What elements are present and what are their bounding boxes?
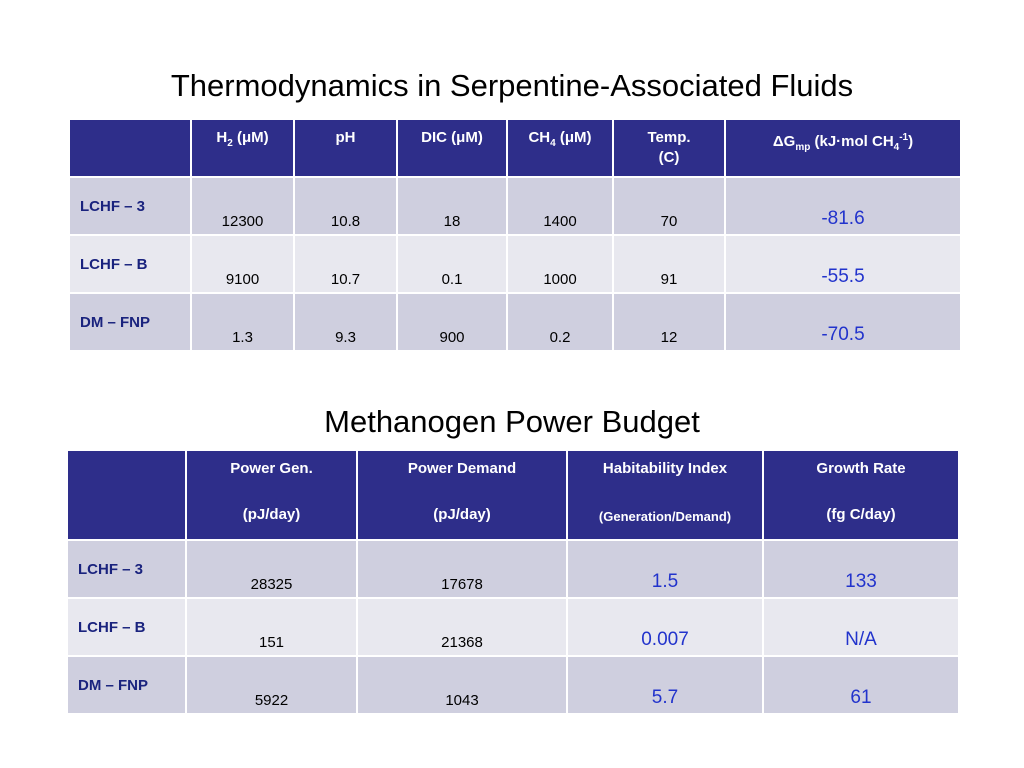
header-blank: [69, 119, 191, 177]
cell-growth-rate: 133: [763, 540, 959, 598]
table-row: [69, 235, 961, 293]
cell-temp: 70: [613, 177, 725, 235]
cell-dic: 0.1: [397, 235, 507, 293]
cell-delta-g: -70.5: [725, 293, 961, 351]
header-ch4: $CH_4$ (μM): [507, 119, 613, 177]
cell-ph: 10.8: [294, 177, 397, 235]
cell-h2: 12300: [191, 177, 294, 235]
cell-power-demand: 17678: [357, 540, 567, 598]
cell-h2: 9100: [191, 235, 294, 293]
row-label: DM – FNP: [69, 293, 191, 351]
row-label: LCHF – 3: [67, 540, 186, 598]
cell-habitability-index: 5.7: [567, 656, 763, 714]
cell-h2: 1.3: [191, 293, 294, 351]
header-h2: $H_2$ (μM): [191, 119, 294, 177]
cell-dic: 900: [397, 293, 507, 351]
header-dic: DIC (μM): [397, 119, 507, 177]
header-growth-rate: Growth Rate (fg C/day): [763, 450, 959, 540]
cell-habitability-index: 1.5: [567, 540, 763, 598]
cell-power-gen: 151: [186, 598, 357, 656]
row-label: LCHF – 3: [69, 177, 191, 235]
slide-title-power-budget: Methanogen Power Budget: [324, 404, 700, 439]
cell-delta-g: -55.5: [725, 235, 961, 293]
cell-power-gen: 28325: [186, 540, 357, 598]
cell-ph: 9.3: [294, 293, 397, 351]
row-label: LCHF – B: [67, 598, 186, 656]
cell-power-demand: 1043: [357, 656, 567, 714]
table-row: [67, 540, 959, 598]
table-row: [67, 598, 959, 656]
power-budget-table: [66, 449, 960, 715]
row-label: LCHF – B: [69, 235, 191, 293]
table-row: [69, 293, 961, 351]
header-blank: [67, 450, 186, 540]
cell-temp: 12: [613, 293, 725, 351]
cell-growth-rate: 61: [763, 656, 959, 714]
header-habitability-index: Habitability Index (Generation/Demand): [567, 450, 763, 540]
table-header-row: [69, 119, 961, 177]
header-ph: pH: [294, 119, 397, 177]
cell-dic: 18: [397, 177, 507, 235]
slide-title-thermodynamics: Thermodynamics in Serpentine-Associated Fluids: [170, 68, 854, 103]
cell-ch4: 1000: [507, 235, 613, 293]
header-power-gen: Power Gen. (pJ/day): [186, 450, 357, 540]
cell-ch4: 1400: [507, 177, 613, 235]
header-power-demand: Power Demand (pJ/day): [357, 450, 567, 540]
cell-ph: 10.7: [294, 235, 397, 293]
table-row: [69, 177, 961, 235]
cell-habitability-index: 0.007: [567, 598, 763, 656]
table-header-row: [67, 450, 959, 540]
cell-ch4: 0.2: [507, 293, 613, 351]
thermodynamics-table: [68, 118, 962, 352]
cell-delta-g: -81.6: [725, 177, 961, 235]
header-delta-g: $\Delta G_{mp}$ (kJ·mol $CH_4^{-1}$): [725, 119, 961, 177]
header-temp: Temp. (C): [613, 119, 725, 177]
table-row: [67, 656, 959, 714]
cell-power-gen: 5922: [186, 656, 357, 714]
cell-temp: 91: [613, 235, 725, 293]
row-label: DM – FNP: [67, 656, 186, 714]
cell-growth-rate: N/A: [763, 598, 959, 656]
cell-power-demand: 21368: [357, 598, 567, 656]
